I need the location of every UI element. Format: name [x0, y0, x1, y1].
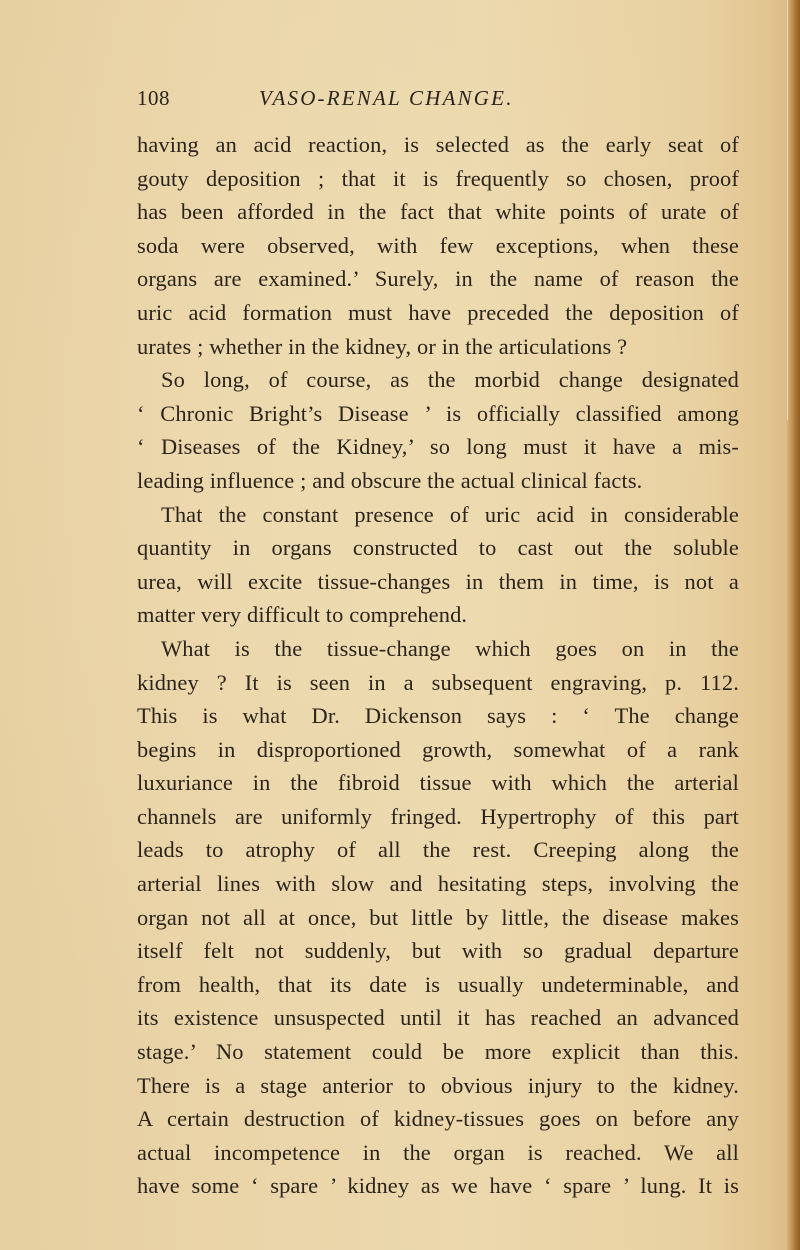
text-line: arterial lines with slow and hesitating steps, involving the: [137, 871, 739, 897]
text-line: stage.’ No statement could be more explicit than this.: [137, 1039, 739, 1065]
text-line: has been afforded in the fact that white points of urate of: [137, 199, 739, 225]
running-head-title: VASO-RENAL CHANGE.: [259, 86, 514, 110]
body-text: [137, 128, 739, 1203]
text-line: urates ; whether in the kidney, or in the articulations ?: [137, 333, 628, 359]
text-line: have some ‘ spare ’ kidney as we have ‘ spare ’ lung. It is: [137, 1173, 739, 1199]
text-line: channels are uniformly fringed. Hypertrophy of this part: [137, 803, 739, 829]
text-line: There is a stage anterior to obvious injury to the kidney.: [137, 1072, 739, 1098]
text-line: having an acid reaction, is selected as the early seat of: [137, 132, 739, 157]
page-edge-highlight: [787, 0, 788, 420]
book-gutter-edge: [786, 0, 800, 1250]
text-line: soda were observed, with few exceptions, when these: [137, 232, 739, 258]
text-line: matter very difficult to comprehend.: [137, 602, 468, 628]
text-line: itself felt not suddenly, but with so gradual departure: [137, 938, 739, 964]
text-line: A certain destruction of kidney-tissues goes on before any: [137, 1106, 739, 1132]
page-number: 108: [137, 86, 170, 110]
text-line: ‘ Chronic Bright’s Disease ’ is officially classified among: [137, 400, 739, 426]
text-line: quantity in organs constructed to cast out the soluble: [137, 535, 739, 561]
text-line: its existence unsuspected until it has reached an advanced: [137, 1005, 739, 1031]
text-line: leading influence ; and obscure the actual clinical facts.: [137, 467, 643, 493]
paragraph-start-line: What is the tissue-change which goes on in the: [161, 635, 739, 661]
text-line: kidney ? It is seen in a subsequent engraving, p. 112.: [137, 669, 739, 695]
text-line: from health, that its date is usually undeterminable, and: [137, 971, 739, 997]
text-line: uric acid formation must have preceded the deposition of: [137, 299, 739, 325]
paragraph-start-line: So long, of course, as the morbid change designated: [161, 367, 739, 393]
text-line: actual incompetence in the organ is reached. We all: [137, 1139, 739, 1165]
text-line: organ not all at once, but little by little, the disease makes: [137, 904, 739, 930]
text-line: begins in disproportioned growth, somewhat of a rank: [137, 736, 739, 762]
text-line: leads to atrophy of all the rest. Creeping along the: [137, 837, 739, 863]
text-line: ‘ Diseases of the Kidney,’ so long must it have a mis-: [137, 434, 739, 460]
text-line: urea, will excite tissue-changes in them in time, is not a: [137, 568, 739, 594]
text-line: organs are examined.’ Surely, in the name of reason the: [137, 266, 739, 292]
page-header: [137, 86, 557, 116]
text-line: luxuriance in the fibroid tissue with which the arterial: [137, 770, 739, 796]
text-line: This is what Dr. Dickenson says : ‘ The change: [137, 703, 739, 729]
paragraph-start-line: That the constant presence of uric acid in considerable: [161, 501, 739, 527]
text-line: gouty deposition ; that it is frequently so chosen, proof: [137, 165, 739, 191]
